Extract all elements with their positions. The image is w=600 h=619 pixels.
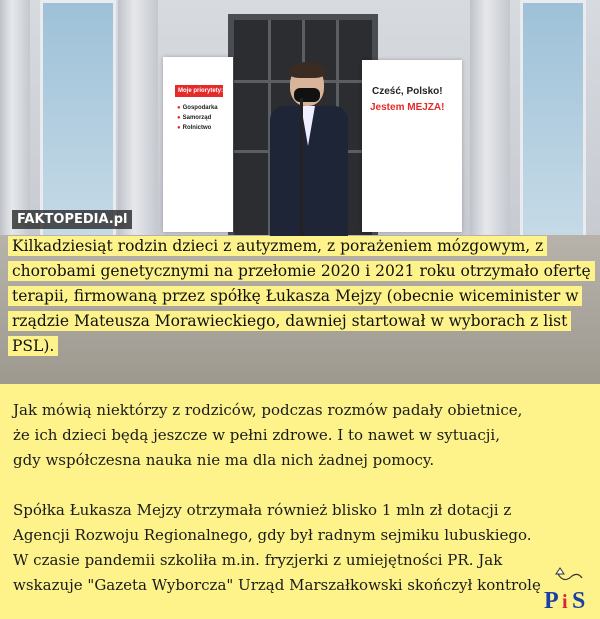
greeting-banner	[362, 60, 462, 232]
paragraph: Spółka Łukasza Mejzy otrzymała również blisko 1 mln zł dotacji z Agencji Rozwoju Regionalnego, gdy był radnym sejmiku lubuskiego. W czasie pandemii szkoliła m.in. fryzjerki z umiejętności PR. Jak wskazuje "Gazeta Wyborcza" Urząd Marszałkowski skończył kontrolę	[13, 501, 541, 594]
priority-item: Rolnictwo	[182, 125, 212, 131]
speaker-figure	[270, 58, 350, 248]
svg-text:P: P	[544, 588, 559, 614]
greeting-line-2: Jestem MEJZA!	[370, 102, 445, 113]
window	[520, 0, 586, 246]
paragraph: Jak mówią niektórzy z rodziców, podczas rozmów padały obietnice, że ich dzieci będą jeszcze w pełni zdrowe. I to nawet w sytuacji, gdy współczesna nauka nie ma dla nich żadnej pomocy.	[13, 401, 523, 469]
greeting-line-1: Cześć, Polsko!	[372, 86, 443, 97]
priority-item: Samorząd	[182, 115, 212, 121]
priorities-list: ● Gospodarka ● Samorząd ● Rolnictwo	[177, 105, 218, 131]
priority-item: Gospodarka	[182, 105, 218, 111]
article-body	[13, 398, 573, 598]
priorities-title: Moje priorytety:	[175, 85, 223, 97]
svg-text:i: i	[562, 591, 568, 613]
priorities-banner	[163, 57, 233, 232]
photo-caption	[8, 234, 592, 359]
microphone-stand	[300, 98, 303, 238]
svg-text:S: S	[572, 588, 586, 614]
caption-text: Kilkadziesiąt rodzin dzieci z autyzmem, z porażeniem mózgowym, z chorobami genetycznymi na przełomie 2020 i 2021 roku otrzymało ofertę terapii, firmowaną przez spółkę Łukasza Mejzy (obecnie wiceminister w rządzie Mateusza Morawieckiego, dawniej startował w wyborach z list PSL).	[8, 236, 595, 356]
pis-logo-icon	[538, 562, 598, 617]
watermark-logo: FAKTOPEDIA.pl	[12, 210, 132, 229]
